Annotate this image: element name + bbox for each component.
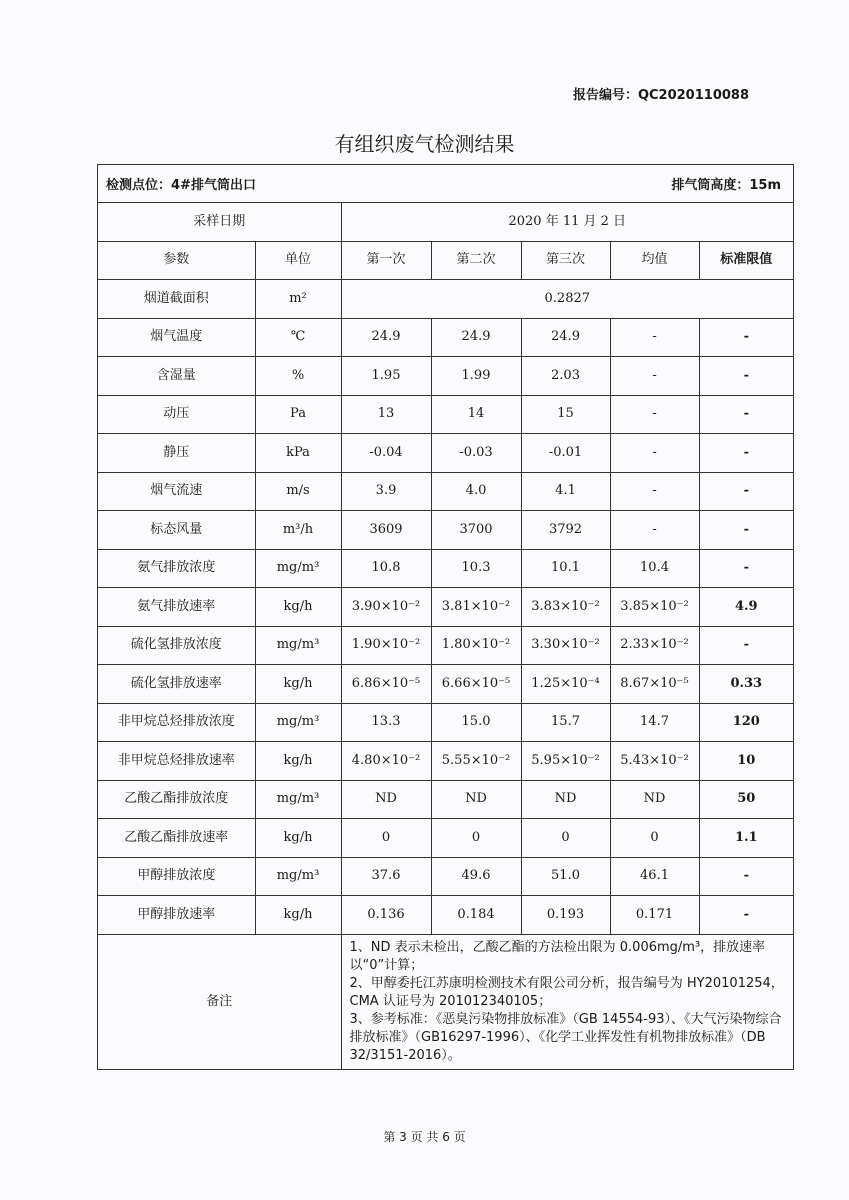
cell-v3: -0.01	[521, 434, 610, 473]
cell-unit: kPa	[255, 434, 341, 473]
cell-param: 非甲烷总烃排放速率	[98, 742, 255, 781]
page-footer: 第 3 页 共 6 页	[383, 1130, 466, 1144]
cell-param: 烟气流速	[98, 472, 255, 511]
table-row	[98, 857, 793, 896]
cell-v3: 0	[521, 819, 610, 858]
cell-v2: -0.03	[431, 434, 521, 473]
results-table	[98, 203, 793, 934]
area-value: 0.2827	[341, 280, 793, 319]
cell-avg: 5.43×10⁻²	[610, 742, 699, 781]
cell-unit: m³/h	[255, 511, 341, 550]
table-row	[98, 395, 793, 434]
cell-unit: mg/m³	[255, 703, 341, 742]
cell-v3: 2.03	[521, 357, 610, 396]
cell-v1: 3609	[341, 511, 431, 550]
cell-v1: -0.04	[341, 434, 431, 473]
sampling-date-value: 2020 年 11 月 2 日	[341, 203, 793, 241]
cell-v2: 4.0	[431, 472, 521, 511]
cell-v2: 3.81×10⁻²	[431, 588, 521, 627]
col-header-run3: 第三次	[521, 241, 610, 280]
cell-param: 静压	[98, 434, 255, 473]
cell-v3: 10.1	[521, 549, 610, 588]
cell-limit: 50	[699, 780, 793, 819]
col-header-run2: 第二次	[431, 241, 521, 280]
table-row	[98, 357, 793, 396]
cell-param: 氨气排放浓度	[98, 549, 255, 588]
cell-unit: kg/h	[255, 665, 341, 704]
cell-unit: ℃	[255, 318, 341, 357]
table-row	[98, 626, 793, 665]
cell-v2: 10.3	[431, 549, 521, 588]
report-number: 报告编号：QC2020110088	[572, 88, 749, 103]
cell-limit: -	[699, 511, 793, 550]
cell-v3: 4.1	[521, 472, 610, 511]
cell-v2: 0.184	[431, 896, 521, 934]
cell-limit: 10	[699, 742, 793, 781]
cell-v2: 3700	[431, 511, 521, 550]
cell-v2: 49.6	[431, 857, 521, 896]
cell-v3: 15.7	[521, 703, 610, 742]
cell-v2: 24.9	[431, 318, 521, 357]
cell-v1: 0.136	[341, 896, 431, 934]
cell-unit: mg/m³	[255, 780, 341, 819]
table-header-row	[98, 165, 793, 203]
cell-unit: mg/m³	[255, 857, 341, 896]
cell-param: 硫化氢排放浓度	[98, 626, 255, 665]
cell-param: 含湿量	[98, 357, 255, 396]
cell-v2: ND	[431, 780, 521, 819]
table-row	[98, 896, 793, 934]
cell-param: 非甲烷总烃排放浓度	[98, 703, 255, 742]
cell-avg: 0	[610, 819, 699, 858]
cell-v3: 3792	[521, 511, 610, 550]
cell-v2: 0	[431, 819, 521, 858]
cell-avg: 14.7	[610, 703, 699, 742]
cell-limit: -	[699, 896, 793, 934]
table-row	[98, 742, 793, 781]
cell-limit: 0.33	[699, 665, 793, 704]
col-header-param: 参数	[98, 241, 255, 280]
area-row	[98, 280, 793, 319]
cell-unit: kg/h	[255, 896, 341, 934]
area-unit: m²	[255, 280, 341, 319]
cell-v1: 3.90×10⁻²	[341, 588, 431, 627]
table-row	[98, 472, 793, 511]
cell-v3: 1.25×10⁻⁴	[521, 665, 610, 704]
cell-v2: 15.0	[431, 703, 521, 742]
cell-limit: -	[699, 395, 793, 434]
cell-avg: 0.171	[610, 896, 699, 934]
cell-avg: 46.1	[610, 857, 699, 896]
cell-unit: kg/h	[255, 819, 341, 858]
stack-height: 排气筒高度：15m	[671, 178, 781, 193]
cell-v3: 3.30×10⁻²	[521, 626, 610, 665]
cell-limit: -	[699, 857, 793, 896]
monitoring-location: 检测点位：4#排气筒出口	[106, 178, 256, 193]
cell-v1: 4.80×10⁻²	[341, 742, 431, 781]
cell-unit: kg/h	[255, 588, 341, 627]
cell-v1: 24.9	[341, 318, 431, 357]
cell-avg: 8.67×10⁻⁵	[610, 665, 699, 704]
cell-v3: 51.0	[521, 857, 610, 896]
table-row	[98, 549, 793, 588]
cell-unit: kg/h	[255, 742, 341, 781]
cell-limit: -	[699, 357, 793, 396]
cell-unit: mg/m³	[255, 626, 341, 665]
cell-param: 烟气温度	[98, 318, 255, 357]
cell-v3: ND	[521, 780, 610, 819]
cell-limit: -	[699, 318, 793, 357]
cell-limit: -	[699, 434, 793, 473]
cell-limit: -	[699, 626, 793, 665]
table-row	[98, 819, 793, 858]
cell-v1: 10.8	[341, 549, 431, 588]
cell-avg: 3.85×10⁻²	[610, 588, 699, 627]
cell-param: 标态风量	[98, 511, 255, 550]
table-row	[98, 780, 793, 819]
table-row	[98, 588, 793, 627]
cell-unit: mg/m³	[255, 549, 341, 588]
cell-avg: -	[610, 472, 699, 511]
cell-limit: -	[699, 472, 793, 511]
cell-avg: 2.33×10⁻²	[610, 626, 699, 665]
cell-v3: 3.83×10⁻²	[521, 588, 610, 627]
area-param: 烟道截面积	[98, 280, 255, 319]
cell-v2: 1.99	[431, 357, 521, 396]
page-title: 有组织废气检测结果	[334, 132, 515, 156]
col-header-limit: 标准限值	[699, 241, 793, 280]
cell-v3: 15	[521, 395, 610, 434]
cell-avg: -	[610, 357, 699, 396]
note-line-3: 3、参考标准：《恶臭污染物排放标准》（GB 14554-93）、《大气污染物综合排放标准》（GB16297-1996）、《化学工业挥发性有机物排放标准》（DB 32/3151-2016）。	[349, 1011, 782, 1063]
cell-avg: -	[610, 434, 699, 473]
sampling-date-row	[98, 203, 793, 241]
cell-unit: m/s	[255, 472, 341, 511]
cell-limit: 1.1	[699, 819, 793, 858]
cell-v1: 13.3	[341, 703, 431, 742]
cell-param: 硫化氢排放速率	[98, 665, 255, 704]
cell-v1: 6.86×10⁻⁵	[341, 665, 431, 704]
table-row	[98, 703, 793, 742]
column-header-row	[98, 241, 793, 280]
results-table-box	[97, 164, 794, 1070]
notes-content	[341, 934, 793, 1069]
cell-v1: 0	[341, 819, 431, 858]
cell-param: 甲醇排放速率	[98, 896, 255, 934]
cell-v1: 13	[341, 395, 431, 434]
cell-unit: Pa	[255, 395, 341, 434]
cell-param: 乙酸乙酯排放速率	[98, 819, 255, 858]
cell-v2: 1.80×10⁻²	[431, 626, 521, 665]
cell-param: 甲醇排放浓度	[98, 857, 255, 896]
cell-v3: 0.193	[521, 896, 610, 934]
col-header-unit: 单位	[255, 241, 341, 280]
cell-avg: ND	[610, 780, 699, 819]
col-header-run1: 第一次	[341, 241, 431, 280]
cell-avg: 10.4	[610, 549, 699, 588]
cell-v2: 14	[431, 395, 521, 434]
cell-v1: ND	[341, 780, 431, 819]
cell-v2: 6.66×10⁻⁵	[431, 665, 521, 704]
sampling-date-label: 采样日期	[98, 203, 341, 241]
table-row	[98, 665, 793, 704]
table-row	[98, 434, 793, 473]
cell-avg: -	[610, 318, 699, 357]
cell-param: 乙酸乙酯排放浓度	[98, 780, 255, 819]
cell-avg: -	[610, 511, 699, 550]
cell-v1: 1.95	[341, 357, 431, 396]
note-line-2: 2、甲醇委托江苏康明检测技术有限公司分析，报告编号为 HY20101254，CMA 认证号为 201012340105；	[349, 975, 784, 1009]
note-line-1: 1、ND 表示未检出，乙酸乙酯的方法检出限为 0.006mg/m³，排放速率以“0”计算；	[349, 939, 766, 973]
notes-table	[98, 934, 793, 1069]
notes-row	[98, 934, 793, 1069]
table-row	[98, 318, 793, 357]
cell-avg: -	[610, 395, 699, 434]
cell-limit: -	[699, 549, 793, 588]
cell-v1: 3.9	[341, 472, 431, 511]
col-header-average: 均值	[610, 241, 699, 280]
cell-v1: 37.6	[341, 857, 431, 896]
cell-param: 氨气排放速率	[98, 588, 255, 627]
cell-v1: 1.90×10⁻²	[341, 626, 431, 665]
table-row	[98, 511, 793, 550]
cell-param: 动压	[98, 395, 255, 434]
cell-v3: 5.95×10⁻²	[521, 742, 610, 781]
notes-label: 备注	[98, 934, 341, 1069]
cell-v3: 24.9	[521, 318, 610, 357]
cell-limit: 120	[699, 703, 793, 742]
cell-unit: %	[255, 357, 341, 396]
cell-v2: 5.55×10⁻²	[431, 742, 521, 781]
cell-limit: 4.9	[699, 588, 793, 627]
